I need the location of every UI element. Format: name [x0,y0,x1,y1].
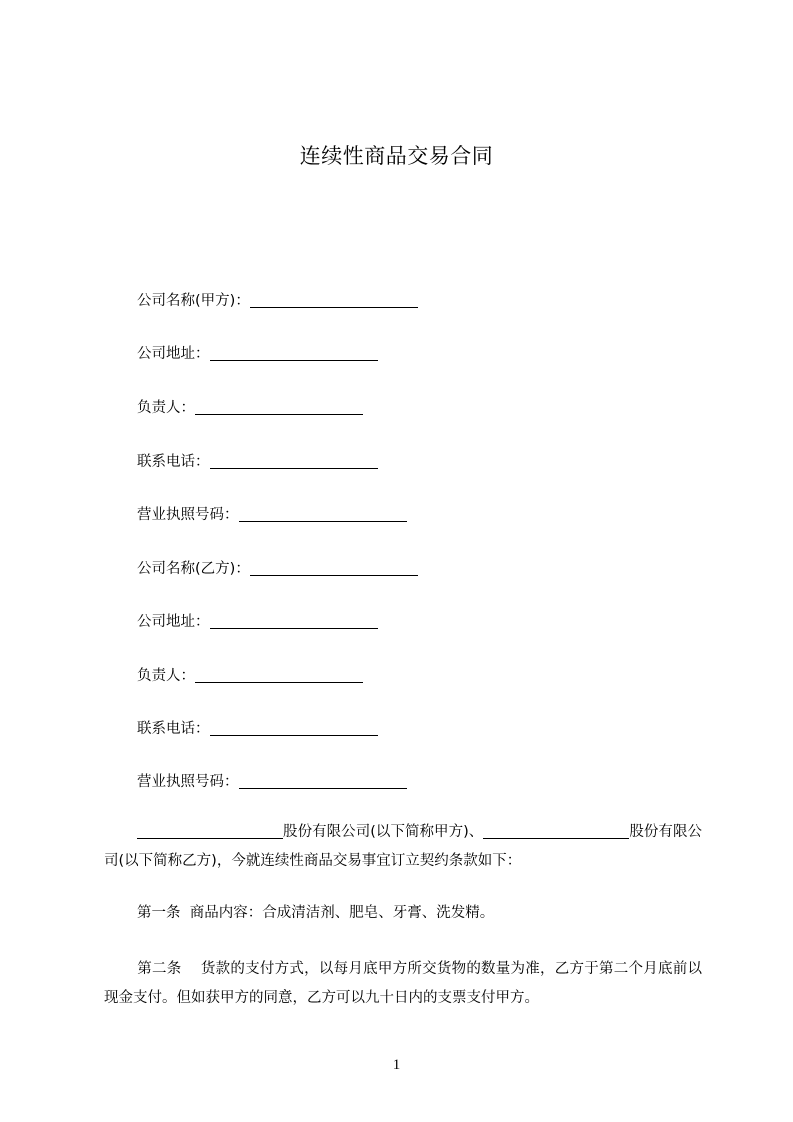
party-a-person-label: 负责人： [137,400,195,416]
party-a-license-field [137,504,407,526]
party-a-phone-field [137,451,378,473]
document-title: 连续性商品交易合同 [299,144,494,168]
party-b-license-label: 营业执照号码： [137,774,239,790]
party-a-phone-label: 联系电话： [137,454,210,470]
party-b-company-name-label: 公司名称(乙方)： [137,561,250,577]
article-2 [104,955,702,1013]
party-b-company-name-blank [250,559,418,576]
party-b-phone-field [137,718,378,740]
party-b-name-blank [483,822,629,839]
party-b-person-label: 负责人： [137,668,195,684]
party-a-name-blank [137,822,283,839]
party-b-address-field [137,611,378,633]
party-a-address-field [137,343,378,365]
party-a-address-label: 公司地址： [137,346,210,362]
party-b-license-blank [239,772,407,789]
party-a-person-field [137,397,363,419]
party-b-address-label: 公司地址： [137,614,210,630]
article-1 [104,899,702,928]
party-a-phone-blank [210,452,378,469]
party-a-company-name-field [137,290,418,312]
party-b-license-field [137,771,407,793]
intro-text-a: 股份有限公司(以下简称甲方)、 [283,824,484,840]
party-a-license-blank [239,505,407,522]
party-b-company-name-field [137,558,418,580]
party-b-address-blank [210,612,378,629]
party-a-address-blank [210,344,378,361]
party-a-company-name-label: 公司名称(甲方)： [137,293,250,309]
page-number: 1 [392,1057,401,1073]
party-a-person-blank [195,398,363,415]
intro-text-b: 股份有限公司(以下简称乙方)，今就连续性商品交易事宜订立契约条款如下： [104,824,702,869]
party-b-person-blank [195,666,363,683]
party-b-phone-label: 联系电话： [137,721,210,737]
article-1-text: 第一条 商品内容：合成清洁剂、肥皂、牙膏、洗发精。 [137,905,495,921]
party-a-company-name-blank [250,291,418,308]
article-2-text: 第二条 货款的支付方式，以每月底甲方所交货物的数量为准，乙方于第二个月底前以现金支付。但如获甲方的同意，乙方可以九十日内的支票支付甲方。 [104,961,702,1006]
party-b-phone-blank [210,719,378,736]
party-b-person-field [137,665,363,687]
intro-paragraph [104,818,702,876]
party-a-license-label: 营业执照号码： [137,507,239,523]
